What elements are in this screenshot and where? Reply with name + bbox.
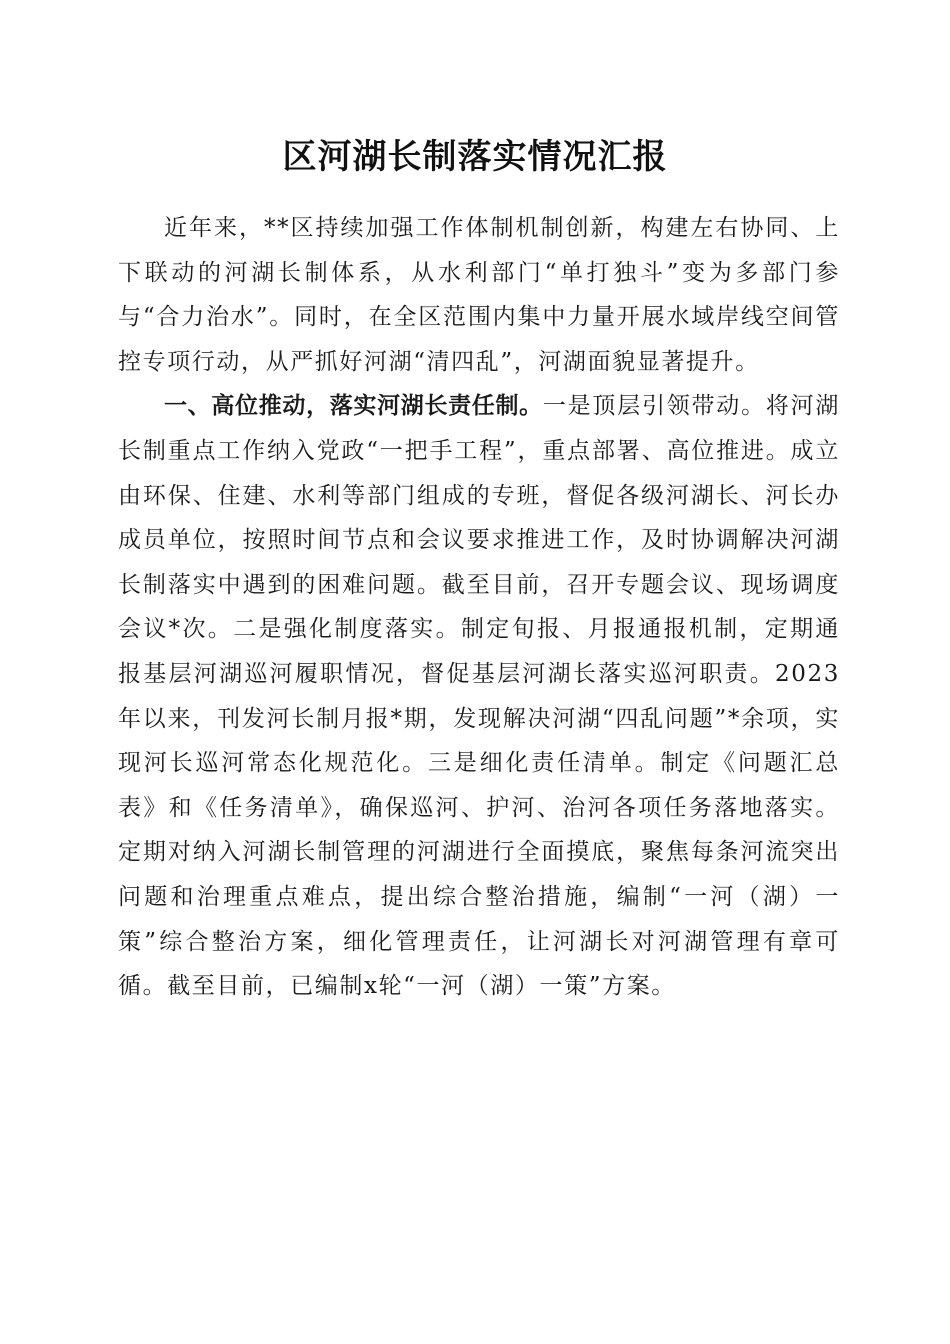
- document-title: 区河湖长制落实情况汇报: [282, 137, 668, 177]
- section-1-text: 一是顶层引领带动。将河湖长制重点工作纳入党政“一把手工程”，重点部署、高位推进。成立由环保、住建、水利等部门组成的专班，督促各级河湖长、河长办成员单位，按照时间节点和会议要求推进工作，及时协调解决河湖长制落实中遇到的困难问题。截至目前，召开专题会议、现场调度会议*次。二是强化制度落实。制定旬报、月报通报机制，定期通报基层河湖巡河履职情况，督促基层河湖长落实巡河职责。2023年以来，刊发河长制月报*期，发现解决河湖“四乱问题”*余项，实现河长巡河常态化规范化。三是细化责任清单。制定《问题汇总表》和《任务清单》，确保巡河、护河、治河各项任务落地落实。定期对纳入河湖长制管理的河湖进行全面摸底，聚焦每条河流突出问题和治理重点难点，提出综合整治措施，编制“一河（湖）一策”综合整治方案，细化管理责任，让河湖长对河湖管理有章可循。截至目前，已编制x轮“一河（湖）一策”方案。: [118, 393, 840, 1000]
- document-body: [118, 206, 840, 1009]
- section-1-heading: 一、高位推动，落实河湖长责任制。: [164, 393, 543, 420]
- paragraph-intro: [118, 206, 840, 384]
- paragraph-section-1: [118, 384, 840, 1008]
- paragraph-intro-text: 近年来，**区持续加强工作体制机制创新，构建左右协同、上下联动的河湖长制体系，从水利部门“单打独斗”变为多部门参与“合力治水”。同时，在全区范围内集中力量开展水域岸线空间管控专项行动，从严抓好河湖“清四乱”，河湖面貌显著提升。: [118, 215, 840, 375]
